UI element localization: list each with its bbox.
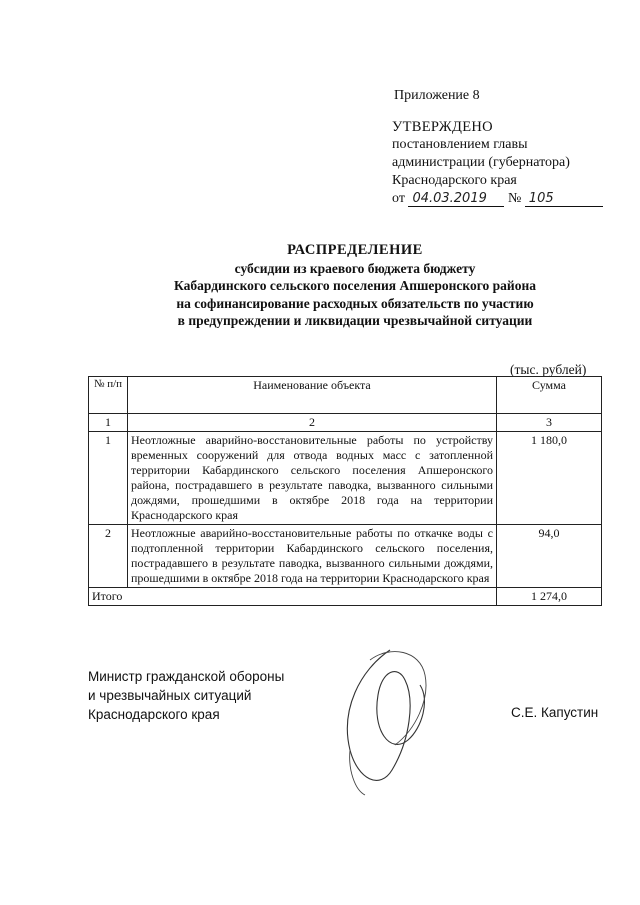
position-line-2: и чрезвычайных ситуаций: [88, 688, 252, 703]
approval-date-line: [392, 190, 603, 208]
row-number: 1: [89, 432, 128, 525]
approval-line-2: администрации (губернатора): [392, 155, 570, 170]
table-header-row: [89, 377, 602, 414]
heading-line-1: субсидии из краевого бюджета бюджету: [234, 260, 476, 276]
row-sum: 94,0: [497, 525, 602, 588]
row-number: 2: [89, 525, 128, 588]
row-name: Неотложные аварийно-восстановительные работы по откачке воды с подтопленной территории Кабардинского сельского поселения, пострадавшего в результате паводка, вызванного сильными дождями, прошедшими в октябре 2018 года на территории Краснодарского края: [128, 525, 497, 588]
total-sum: 1 274,0: [497, 588, 602, 606]
approval-number: 105: [525, 192, 603, 207]
approval-line-3: Краснодарского края: [392, 173, 517, 188]
column-number-2: 2: [128, 414, 497, 432]
heading-line-3: на софинансирование расходных обязательств по участию: [176, 295, 534, 311]
heading-line-2: Кабардинского сельского поселения Апшеронского района: [174, 278, 536, 293]
approval-date: 04.03.2019: [408, 192, 504, 207]
column-number-1: 1: [89, 414, 128, 432]
table-row: [89, 525, 602, 588]
header-name: Наименование объекта: [128, 377, 497, 414]
subsidy-table: [88, 376, 602, 606]
column-number-3: 3: [497, 414, 602, 432]
total-row: [89, 588, 602, 606]
position-line-1: Министр гражданской обороны: [88, 669, 285, 684]
approval-title: УТВЕРЖДЕНО: [392, 119, 493, 135]
heading-title: РАСПРЕДЕЛЕНИЕ: [287, 242, 423, 258]
row-name: Неотложные аварийно-восстановительные работы по устройству временных сооружений для отвода водных масс с затопленной территории Кабардинского сельского поселения Апшеронского района, пострадавшего в результате паводка, вызванного сильными дождями, прошедшими в октябре 2018 года на территории Краснодарского края: [128, 432, 497, 525]
position-line-3: Краснодарского края: [88, 707, 220, 722]
handwritten-signature-icon: [320, 640, 460, 800]
signatory-position: [88, 667, 284, 724]
column-number-row: [89, 414, 602, 432]
approval-line-1: постановлением главы: [392, 137, 528, 152]
signatory-name: С.Е. Капустин: [511, 705, 599, 720]
document-heading: [100, 242, 610, 330]
row-sum: 1 180,0: [497, 432, 602, 525]
number-prefix: №: [507, 191, 522, 206]
units-label: (тыс. рублей): [510, 362, 587, 377]
date-prefix: от: [392, 191, 405, 206]
heading-line-4: в предупреждении и ликвидации чрезвычайной ситуации: [177, 313, 533, 328]
approval-stamp: [392, 118, 603, 208]
table-row: [89, 432, 602, 525]
total-label: Итого: [89, 588, 497, 606]
header-number: № п/п: [89, 377, 128, 414]
appendix-label: Приложение 8: [394, 88, 480, 103]
header-sum: Сумма: [497, 377, 602, 414]
